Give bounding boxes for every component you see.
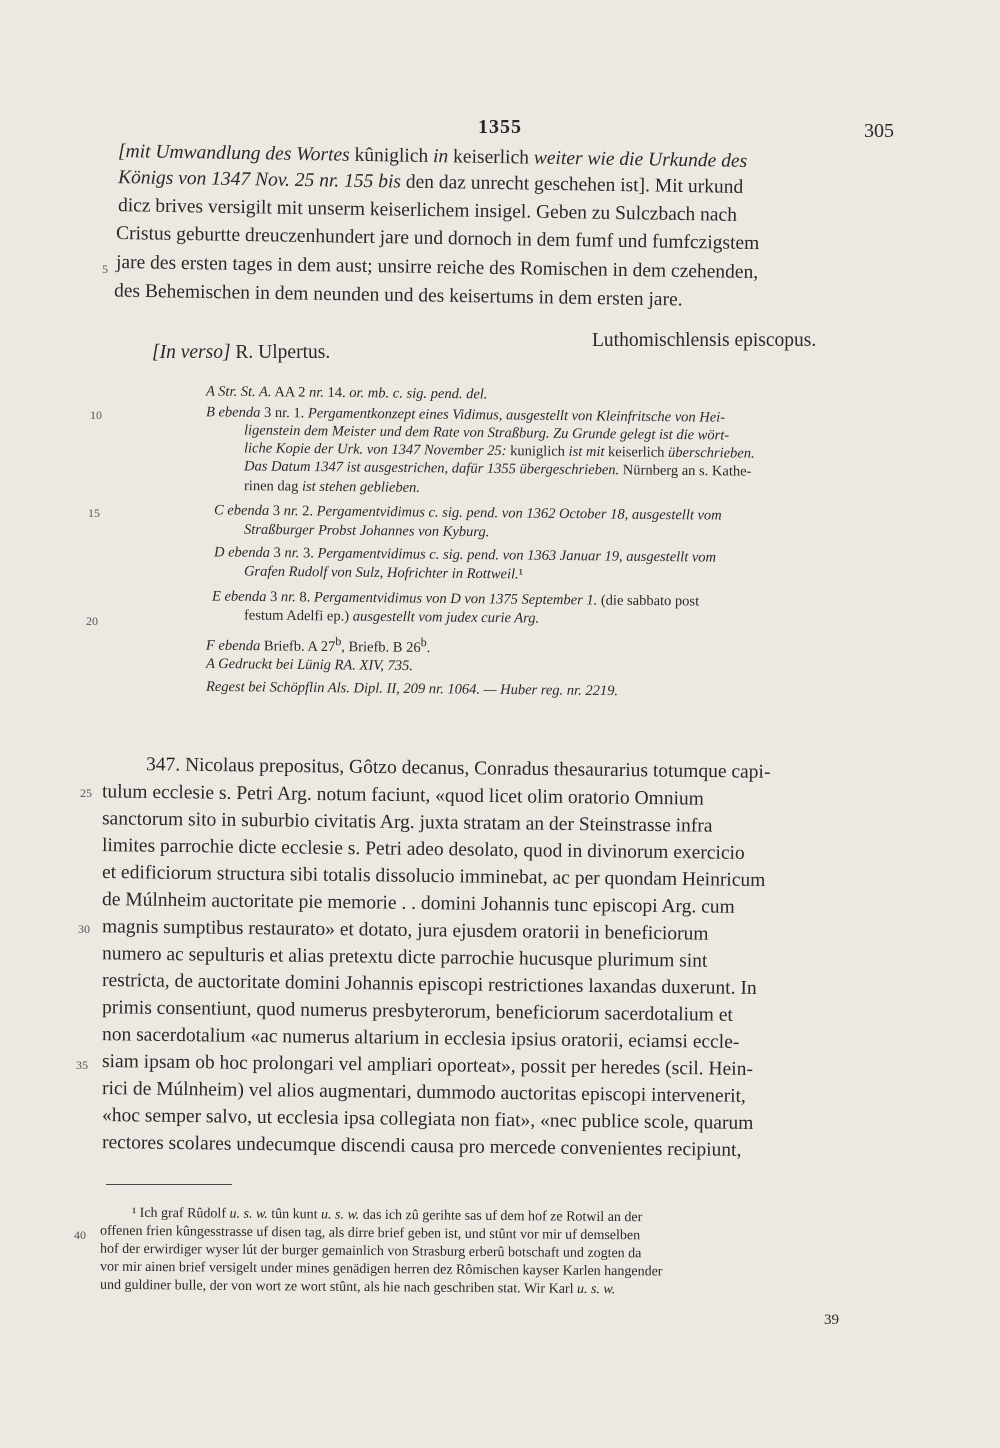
- apparatus-line: E ebenda 3 nr. 8. Pergamentvidimus von D von 1375 September 1. (die sabbato post: [211, 588, 700, 610]
- text-line: des Behemischen in dem neunden und des keisertums in dem ersten jare.: [113, 280, 683, 311]
- apparatus-line: festum Adelfi ep.) ausgestellt vom judex curie Arg.: [243, 607, 540, 627]
- text-line: de Múlnheim auctoritate pie memorie . . domini Johannis tunc episcopi Arg. cum: [101, 889, 735, 918]
- page-number: 305: [864, 120, 894, 142]
- text-line: non sacerdotalium «ac numerus altarium in ecclesia ipsius oratorii, eciamsi eccle-: [101, 1024, 740, 1053]
- footnote-line: hof der erwirdiger wyser lút der burger gemainlich von Strasburg erberû botschaft und zogten da: [99, 1241, 642, 1262]
- footnote-line: offenen frien kûngesstrasse uf disen tag, als dirre brief geben ist, und stûnt vor mir uf demselben: [99, 1223, 641, 1244]
- apparatus-line: Straßburger Probst Johannes von Kyburg.: [243, 521, 490, 541]
- line-number: 5: [102, 262, 108, 276]
- text-line: primis consentiunt, quod numerus presbyterorum, beneficiorum sacerdotalium et: [101, 997, 734, 1026]
- text-line: 347. Nicolaus prepositus, Gôtzo decanus, Conradus thesaurarius totumque capi-: [145, 754, 771, 783]
- apparatus-line: Grafen Rudolf von Sulz, Hofrichter in Rottweil.¹: [243, 563, 524, 583]
- text-line: sanctorum sito in suburbio civitatis Arg. juxta stratam an der Steinstrasse infra: [101, 808, 713, 837]
- text-line: et edificiorum structura sibi totalis dissolucio imminebat, ac per quondam Heinricum: [101, 861, 766, 892]
- signature-right: Luthomischlensis episcopus.: [592, 330, 817, 351]
- apparatus-line: rinen dag ist stehen geblieben.: [243, 478, 421, 496]
- line-number: 10: [90, 408, 102, 422]
- apparatus-line: A Str. St. A. AA 2 nr. 14. or. mb. c. sig. pend. del.: [205, 383, 488, 403]
- text-line: magnis sumptibus restaurato» et dotato, jura ejusdem oratorii in beneficiorum: [101, 916, 709, 945]
- text-line: «hoc semper salvo, ut ecclesia ipsa collegiata non fiat», «nec publice scole, quarum: [101, 1105, 754, 1134]
- apparatus-line: Regest bei Schöpflin Als. Dipl. II, 209 nr. 1064. — Huber reg. nr. 2219.: [205, 678, 619, 700]
- apparatus-line: D ebenda 3 nr. 3. Pergamentvidimus c. sig. pend. von 1363 Januar 19, ausgestellt vom: [213, 544, 717, 566]
- apparatus-line: ligenstein dem Meister und dem Rate von Straßburg. Zu Grunde gelegt ist die wört-: [243, 422, 730, 444]
- footnote-line: und guldiner bulle, der von wort ze wort stûnt, als hie nach geschriben stat. Wir Karl u. s. w.: [99, 1277, 616, 1298]
- apparatus-line: A Gedruckt bei Lünig RA. XIV, 735.: [205, 655, 413, 675]
- apparatus-line: F ebenda Briefb. A 27$^b$, Briefb. B 26$^b$.: [205, 634, 431, 657]
- line-number: 35: [76, 1058, 88, 1072]
- text-line: dicz brives versigilt mit unserm keiserlichem insigel. Geben zu Sulczbach nach: [117, 195, 738, 226]
- line-number: 15: [88, 506, 100, 520]
- signature-left: [In verso] R. Ulpertus.: [152, 342, 331, 363]
- line-number: 25: [80, 786, 92, 800]
- signature-mark: 39: [824, 1312, 839, 1328]
- text-line: jare des ersten tages in dem aust; unsirre reiche des Romischen in dem czehenden,: [115, 251, 759, 284]
- text-line: numero ac sepulturis et alias pretextu dicte parrochie hucusque plurimum sint: [101, 943, 708, 972]
- text-line: Königs von 1347 Nov. 25 nr. 155 bis den daz unrecht geschehen ist]. Mit urkund: [117, 167, 744, 198]
- apparatus-line: B ebenda 3 nr. 1. Pergamentkonzept eines Vidimus, ausgestellt von Kleinfritsche von Hei-: [205, 404, 726, 426]
- line-number: 20: [86, 614, 98, 628]
- text-line: Cristus geburtte dreuczenhundert jare und dornoch in dem fumf und fumfczigstem: [115, 222, 760, 255]
- apparatus-line: liche Kopie der Urk. von 1347 November 25: kuniglich ist mit keiserlich überschrieben.: [243, 440, 755, 462]
- text-line: rici de Múlnheim) vel alios augmentari, dummodo auctoritas episcopi intervenerit,: [101, 1078, 746, 1107]
- text-line: limites parrochie dicte ecclesie s. Petri adeo desolato, quod in divinorum exercicio: [101, 835, 745, 864]
- footnote-line: ¹ Ich graf Rûdolf u. s. w. tûn kunt u. s. w. das ich zû gerihte sas uf dem hof ze Rotwil an der: [131, 1205, 643, 1226]
- footnote-line: vor mir ainen brief versigelt under mines genädigen herren dez Rômischen kayser Karlen hangender: [99, 1259, 663, 1280]
- text-line: tulum ecclesie s. Petri Arg. notum faciunt, «quod licet olim oratorio Omnium: [101, 781, 704, 810]
- apparatus-line: Das Datum 1347 ist ausgestrichen, dafür 1355 übergeschrieben. Nürnberg an s. Kathe-: [243, 458, 752, 480]
- text-line: restricta, de auctoritate domini Johannis episcopi restrictiones laxandas duxerunt. In: [101, 970, 757, 999]
- text-line: [mit Umwandlung des Wortes kûniglich in keiserlich weiter wie die Urkunde des: [117, 141, 748, 172]
- running-year: 1355: [478, 116, 522, 138]
- line-number: 30: [78, 922, 90, 936]
- text-line: rectores scolares undecumque discendi causa pro mercede convenientes recipiunt,: [101, 1132, 742, 1161]
- apparatus-line: C ebenda 3 nr. 2. Pergamentvidimus c. sig. pend. von 1362 October 18, ausgestellt vom: [213, 502, 722, 524]
- line-number: 40: [74, 1228, 86, 1242]
- text-line: siam ipsam ob hoc prolongari vel ampliari oporteat», possit per heredes (scil. Hein-: [101, 1051, 754, 1080]
- footnote-rule: [106, 1184, 232, 1185]
